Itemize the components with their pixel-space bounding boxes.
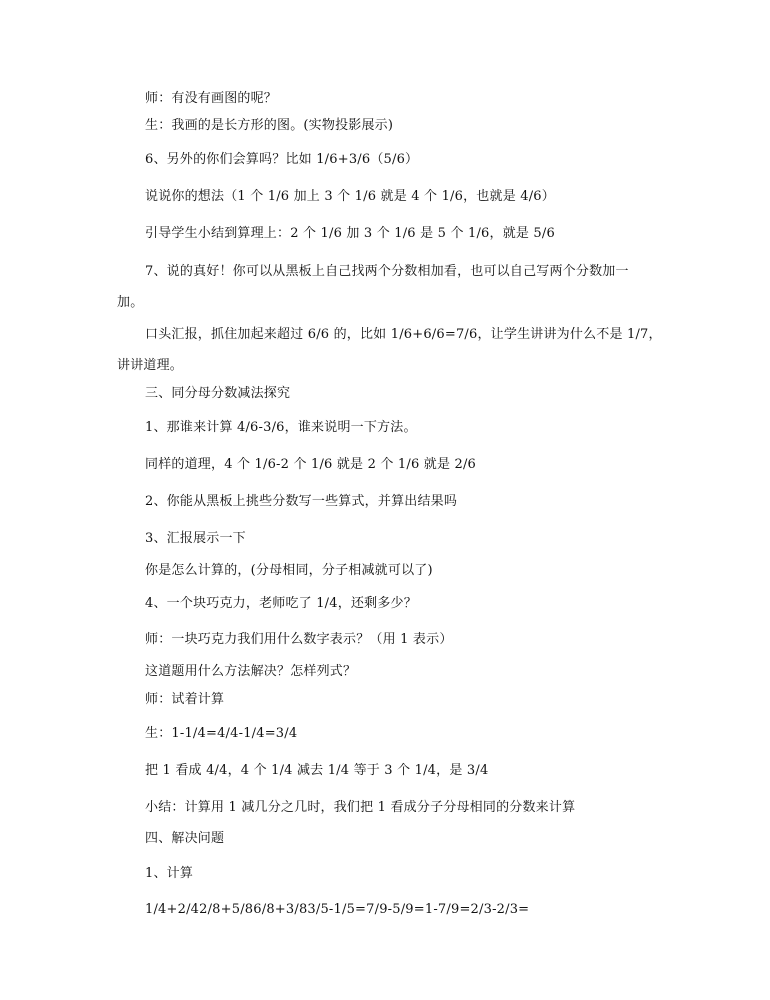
text-line: 2、你能从黑板上挑些分数写一些算式，并算出结果吗 [145,494,458,509]
text-line: 小结：计算用 1 减几分之几时，我们把 1 看成分子分母相同的分数来计算 [145,800,576,815]
text-line: 这道题用什么方法解决？怎样列式？ [145,664,357,679]
text-line: 师：试着计算 [145,692,225,707]
text-line: 7、说的真好！你可以从黑板上自己找两个分数相加看，也可以自己写两个分数加一 [145,264,629,279]
text-line: 引导学生小结到算理上：2 个 1/6 加 3 个 1/6 是 5 个 1/6，就是 5/6 [145,226,555,241]
text-line: 师：有没有画图的呢？ [145,91,278,106]
text-line: 同样的道理，4 个 1/6-2 个 1/6 就是 2 个 1/6 就是 2/6 [145,457,477,472]
section-heading: 三、同分母分数减法探究 [145,386,291,401]
text-line: 6、另外的你们会算吗？比如 1/6+3/6（5/6） [145,152,419,167]
text-line: 生：我画的是长方形的图。(实物投影展示) [145,118,394,133]
text-line: 1、计算 [145,866,194,881]
text-line: 3、汇报展示一下 [145,531,246,546]
text-line: 1/4+2/42/8+5/86/8+3/83/5-1/5=7/9-5/9=1-7/9=2/3-2/3= [145,902,530,917]
section-heading: 四、解决问题 [145,831,225,846]
text-line: 你是怎么计算的，(分母相同，分子相减就可以了) [145,563,433,578]
text-line: 4、一个块巧克力，老师吃了 1/4，还剩多少？ [145,596,417,611]
text-line: 说说你的想法（1 个 1/6 加上 3 个 1/6 就是 4 个 1/6，也就是 4/6） [145,189,555,204]
text-line: 生：1-1/4=4/4-1/4=3/4 [145,726,298,741]
text-line: 1、那谁来计算 4/6-3/6，谁来说明一下方法。 [145,420,417,435]
text-line: 加。 [117,295,144,310]
text-line: 讲讲道理。 [117,358,184,373]
text-line: 口头汇报，抓住加起来超过 6/6 的，比如 1/6+6/6=7/6，让学生讲讲为什么不是 1/7， [145,327,662,342]
text-line: 把 1 看成 4/4，4 个 1/4 减去 1/4 等于 3 个 1/4，是 3/4 [145,763,489,778]
text-line: 师：一块巧克力我们用什么数字表示？（用 1 表示） [145,632,453,647]
